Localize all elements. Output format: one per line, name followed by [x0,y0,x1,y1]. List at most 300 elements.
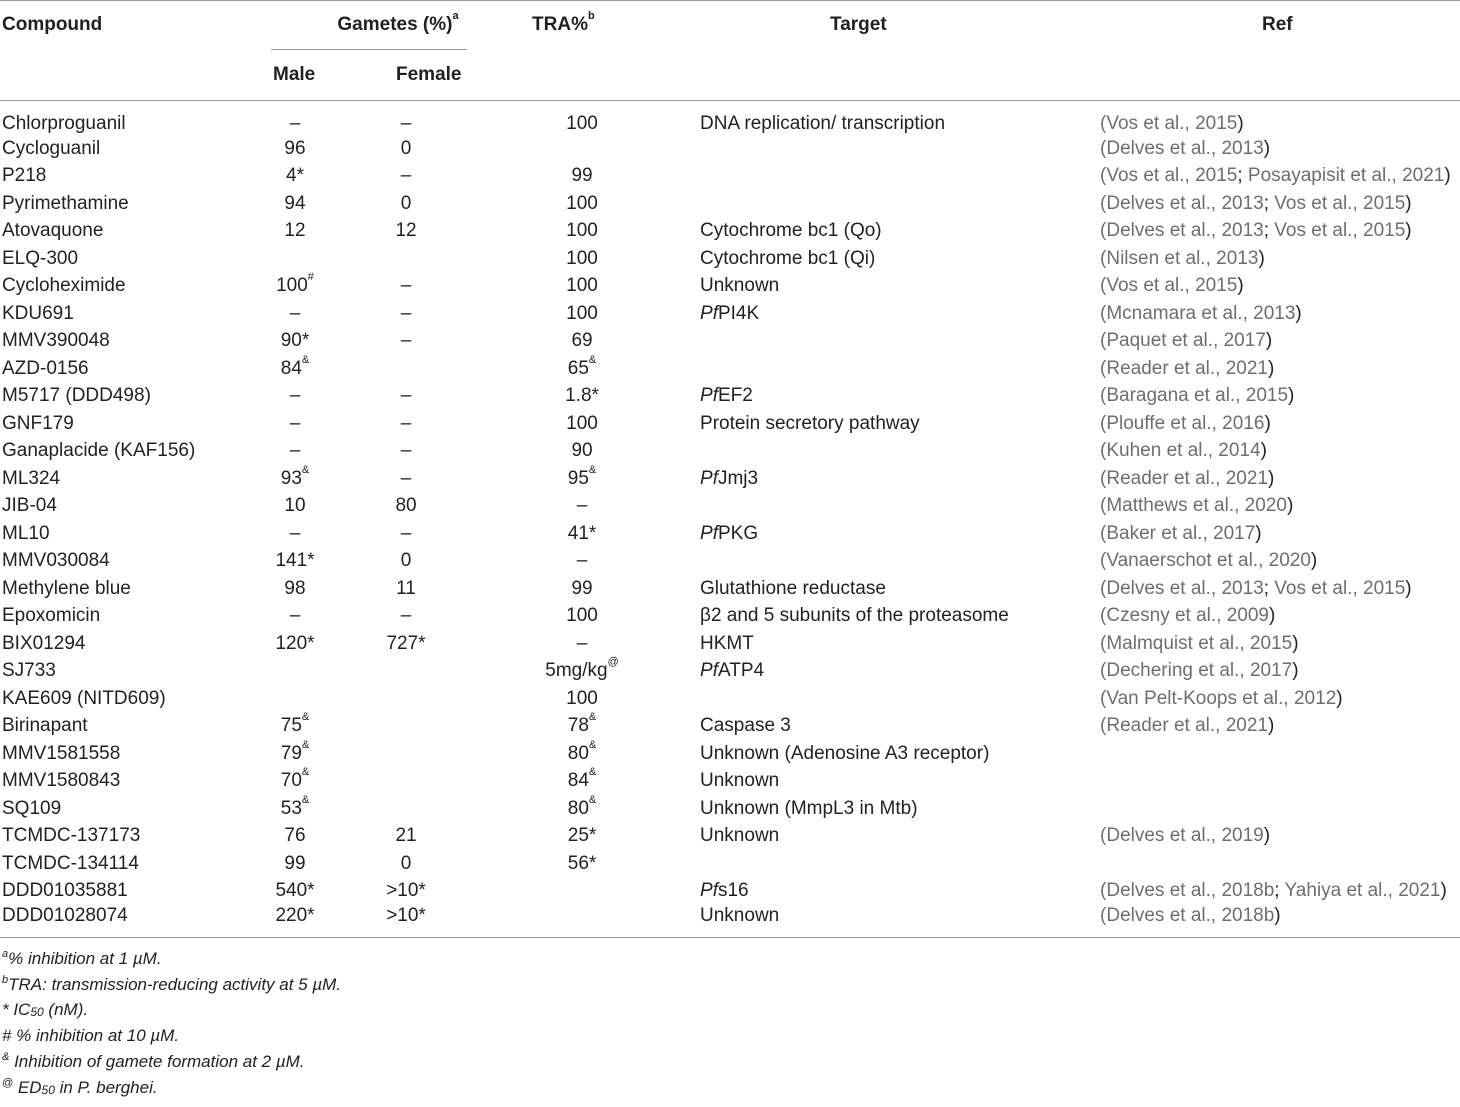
male-cell [242,603,348,631]
female-value: 727* [386,632,426,654]
table-row [0,878,1460,906]
table-row [0,520,1460,548]
tra-footnote-mark: & [588,766,597,779]
ref-cell [1100,768,1460,796]
ref-open-paren: ( [1100,550,1107,572]
compound-cell: DDD01035881 [2,880,128,902]
footnote-text-after: (nM). [43,1000,89,1020]
ref-separator: ; [1274,880,1285,902]
female-value: – [400,605,412,627]
tra-cell [514,850,700,878]
female-cell [348,163,514,191]
ref-link[interactable]: Delves et al., 2013 [1106,220,1264,242]
compound-cell: Cycloheximide [2,275,126,297]
ref-open-paren: ( [1100,113,1107,134]
ref-cell [1100,575,1460,603]
female-value: – [400,113,412,134]
ref-cell [1100,190,1460,218]
tra-footnote-mark: & [588,738,597,751]
table-row [0,630,1460,658]
ref-separator: ; [1263,192,1275,214]
target-cell [700,163,1100,191]
ref-close-paren: ) [1286,495,1294,517]
target-value: β2 and 5 subunits of the proteasome [700,605,1009,627]
female-cell [348,520,514,548]
target-value: s16 [717,880,749,902]
male-cell [242,685,348,713]
footnote-mark: a [2,948,9,960]
female-value: 21 [395,825,417,847]
female-cell [348,548,514,576]
target-cell [700,795,1100,823]
ref-open-paren: ( [1100,825,1107,847]
target-cell [700,768,1100,796]
table-row [0,383,1460,411]
ref-close-paren: ) [1260,440,1267,462]
target-cell [700,520,1100,548]
male-value: 79 [280,742,302,764]
female-cell [348,713,514,741]
male-cell [242,740,348,768]
female-cell [348,575,514,603]
male-value: 75 [280,715,302,737]
ref-link[interactable]: Posayapisit et al., 2021 [1247,165,1445,187]
tra-value: 95 [567,467,589,489]
male-cell [242,328,348,356]
ref-close-paren: ) [1336,687,1343,709]
target-cell [700,548,1100,576]
male-cell [242,438,348,466]
header-male: Male [273,63,316,85]
target-cell [700,218,1100,246]
ref-link[interactable]: Paquet et al., 2017 [1106,330,1266,352]
female-cell [348,850,514,878]
table-row [0,300,1460,328]
female-value: – [400,412,412,434]
target-value: Unknown (MmpL3 in Mtb) [700,797,918,819]
target-cell [700,135,1100,163]
tra-value: 78 [567,715,589,737]
ref-cell [1100,850,1460,878]
ref-link[interactable]: Vos et al., 2015 [1106,165,1238,187]
ref-cell [1100,878,1460,906]
female-value: – [400,302,412,324]
compound-cell: JIB-04 [2,495,57,517]
male-footnote-mark: & [301,353,310,366]
male-footnote-mark: & [301,463,310,476]
table-row [0,163,1460,191]
ref-open-paren: ( [1100,577,1107,599]
footnote-subscript: 50 [41,1082,55,1097]
table-row [0,658,1460,686]
male-value: 84 [280,357,302,379]
tra-value: 65 [567,357,589,379]
compound-cell: Methylene blue [2,577,131,599]
footnote-text: % inhibition at 1 µM. [8,949,162,968]
table-row [0,823,1460,851]
ref-close-paren: ) [1274,905,1281,926]
ref-link[interactable]: Vos et al., 2015 [1274,192,1406,214]
target-value: Unknown (Adenosine A3 receptor) [700,742,990,764]
ref-link[interactable]: Dechering et al., 2017 [1106,660,1293,682]
tra-value: 100 [566,220,598,242]
male-cell [242,355,348,383]
footnote-line [2,1075,1460,1101]
tra-cell [514,300,700,328]
female-cell [348,355,514,383]
target-value: EF2 [717,385,753,407]
ref-open-paren: ( [1100,440,1107,462]
tra-cell [514,163,700,191]
compound-cell: MMV390048 [2,330,110,352]
table-row [0,245,1460,273]
tra-value: 56* [567,852,597,874]
male-value: 96 [284,137,306,159]
female-cell [348,603,514,631]
tra-footnote-mark: @ [607,656,619,669]
compound-cell: ELQ-300 [2,247,79,269]
target-value: Cytochrome bc1 (Qo) [700,220,882,242]
female-value: – [400,330,412,352]
ref-cell [1100,713,1460,741]
male-cell [242,630,348,658]
male-cell [242,410,348,438]
tra-value: 99 [571,577,593,599]
target-species-prefix: Pf [700,880,718,902]
ref-cell [1100,383,1460,411]
ref-open-paren: ( [1100,165,1107,187]
ref-cell [1100,465,1460,493]
tra-value: 5mg/kg [545,660,608,682]
ref-close-paren: ) [1264,412,1271,434]
female-cell [348,273,514,301]
female-cell [348,795,514,823]
table-row [0,905,1460,938]
female-value: 0 [400,852,412,874]
footnote-line [2,972,1460,998]
target-value: Cytochrome bc1 (Qi) [700,247,876,269]
female-value: 0 [400,192,412,214]
female-cell [348,438,514,466]
ref-link[interactable]: Vos et al., 2015 [1106,275,1238,297]
ref-close-paren: ) [1265,330,1273,352]
tra-cell [514,575,700,603]
ref-close-paren: ) [1267,467,1275,489]
target-cell [700,383,1100,411]
ref-link[interactable]: Vos et al., 2015 [1274,577,1406,599]
ref-link[interactable]: Delves et al., 2019 [1106,825,1264,847]
ref-cell [1100,548,1460,576]
ref-open-paren: ( [1100,905,1107,926]
female-cell [348,410,514,438]
male-cell [242,218,348,246]
ref-close-paren: ) [1269,605,1276,627]
table-row [0,795,1460,823]
male-cell [242,190,348,218]
footnote-text: * IC [2,1000,31,1020]
male-cell [242,273,348,301]
tra-cell [514,658,700,686]
tra-value: 100 [566,605,598,627]
table-row [0,465,1460,493]
compound-cell: P218 [2,165,47,187]
ref-link[interactable]: Baragana et al., 2015 [1106,385,1289,407]
target-cell [700,740,1100,768]
tra-value: 100 [566,412,598,434]
target-cell [700,101,1100,136]
tra-value: 99 [571,165,593,187]
ref-link[interactable]: Mcnamara et al., 2013 [1106,302,1296,324]
tra-cell [514,101,700,136]
target-species-prefix: Pf [700,302,718,324]
tra-cell [514,355,700,383]
ref-cell [1100,905,1460,938]
tra-cell [514,603,700,631]
ref-link[interactable]: Baker et al., 2017 [1106,522,1256,544]
ref-link[interactable]: Plouffe et al., 2016 [1106,412,1265,434]
tra-cell [514,768,700,796]
target-cell [700,465,1100,493]
table-row [0,101,1460,136]
tra-cell [514,878,700,906]
ref-cell [1100,273,1460,301]
tra-value: 80 [567,742,589,764]
ref-separator: ; [1263,220,1275,242]
male-value: – [289,605,301,627]
female-cell [348,101,514,136]
tra-cell [514,740,700,768]
female-cell [348,190,514,218]
footnote-mark: @ [2,1076,14,1089]
ref-open-paren: ( [1100,192,1107,214]
tra-value: 100 [566,113,598,134]
table-row [0,548,1460,576]
male-cell [242,383,348,411]
tra-cell [514,135,700,163]
tra-cell [514,383,700,411]
target-cell [700,575,1100,603]
ref-link[interactable]: Vos et al., 2015 [1274,220,1406,242]
ref-separator: ; [1237,165,1248,187]
ref-open-paren: ( [1100,220,1107,242]
target-species-prefix: Pf [700,522,718,544]
ref-link[interactable]: Matthews et al., 2020 [1106,495,1287,517]
compound-cell: DDD01028074 [0,905,242,938]
ref-open-paren: ( [1100,467,1107,489]
ref-cell [1100,740,1460,768]
ref-close-paren: ) [1440,880,1447,902]
male-cell [242,135,348,163]
male-value: 93 [280,467,302,489]
target-cell [700,850,1100,878]
tra-cell [514,795,700,823]
target-value: Jmj3 [717,467,759,489]
male-footnote-mark: & [301,793,310,806]
ref-cell [1100,218,1460,246]
footnote-mark: b [2,973,9,986]
target-value: Protein secretory pathway [700,412,920,434]
female-cell [348,300,514,328]
tra-footnote-mark: & [588,353,597,366]
ref-close-paren: ) [1263,137,1271,159]
tra-cell [514,493,700,521]
ref-link[interactable]: Malmquist et al., 2015 [1106,632,1293,654]
ref-cell [1100,300,1460,328]
tra-cell [514,328,700,356]
tra-value: 84 [567,770,589,792]
male-value: 10 [284,495,306,517]
footnotes [0,946,1460,1100]
compound-cell: SJ733 [2,660,56,682]
ref-link[interactable]: Reader et al., 2021 [1106,467,1268,489]
target-cell [700,245,1100,273]
ref-link[interactable]: Vos et al., 2015 [1106,113,1238,134]
male-value: – [289,385,301,407]
footnote-line [2,1049,1460,1075]
female-cell [348,768,514,796]
compound-cell: GNF179 [2,412,74,434]
table-row [0,685,1460,713]
compound-cell: Birinapant [2,715,88,737]
female-cell [348,878,514,906]
female-cell [348,823,514,851]
ref-link[interactable]: Delves et al., 2013 [1106,192,1264,214]
male-cell [242,905,348,938]
table-body [0,101,1460,938]
ref-link[interactable]: Delves et al., 2018b [1106,905,1275,926]
target-cell [700,905,1100,938]
tra-cell [514,410,700,438]
female-cell [348,383,514,411]
ref-link[interactable]: Delves et al., 2013 [1106,137,1264,159]
ref-open-paren: ( [1100,302,1107,324]
table-row [0,355,1460,383]
ref-cell [1100,603,1460,631]
compound-cell: Atovaquone [2,220,104,242]
ref-link[interactable]: Vanaerschot et al., 2020 [1106,550,1311,572]
male-value: – [289,522,301,544]
female-cell [348,905,514,938]
male-value: 99 [284,852,306,874]
footnote-line [2,997,1460,1023]
table-row [0,713,1460,741]
male-value: 220* [275,905,315,926]
ref-link[interactable]: Delves et al., 2018b [1106,880,1275,902]
ref-cell [1100,245,1460,273]
female-cell [348,135,514,163]
table-row [0,493,1460,521]
female-cell [348,493,514,521]
ref-close-paren: ) [1263,825,1271,847]
ref-open-paren: ( [1100,385,1107,407]
ref-link[interactable]: Reader et al., 2021 [1106,357,1268,379]
target-species-prefix: Pf [700,660,718,682]
ref-close-paren: ) [1444,165,1451,187]
header-gametes-sup: a [452,10,459,22]
male-value: 70 [280,770,302,792]
tra-value: 41* [567,522,597,544]
male-footnote-mark: & [301,738,310,751]
female-value: 0 [400,137,412,159]
ref-link[interactable]: Czesny et al., 2009 [1106,605,1269,627]
footnote-text: # % inhibition at 10 µM. [2,1026,180,1046]
male-footnote-mark: & [301,766,310,779]
ref-close-paren: ) [1405,220,1412,242]
target-cell [700,273,1100,301]
female-value: 11 [396,577,416,599]
ref-open-paren: ( [1100,247,1107,269]
ref-cell [1100,410,1460,438]
male-value: – [289,412,301,434]
female-cell [348,245,514,273]
ref-link[interactable]: Van Pelt-Koops et al., 2012 [1106,687,1337,709]
target-value: PI4K [717,302,760,324]
footnote-text: ED [13,1077,42,1097]
target-value: PKG [717,522,759,544]
footnote-mark: & [2,1050,10,1063]
ref-open-paren: ( [1100,357,1107,379]
ref-close-paren: ) [1295,302,1302,324]
tra-footnote-mark: & [588,463,597,476]
ref-cell [1100,328,1460,356]
tra-value: 100 [566,247,598,269]
ref-close-paren: ) [1237,113,1244,134]
female-cell [348,658,514,686]
ref-close-paren: ) [1292,660,1299,682]
male-cell [242,713,348,741]
ref-open-paren: ( [1100,137,1107,159]
compound-cell: MMV030084 [2,550,110,572]
ref-open-paren: ( [1100,632,1107,654]
tra-cell [514,548,700,576]
female-value: – [400,385,412,407]
male-value: 98 [284,577,306,599]
table-row [0,218,1460,246]
header-tra: TRA%$^b$ [532,10,595,35]
table-row [0,190,1460,218]
target-cell [700,685,1100,713]
ref-link[interactable]: Delves et al., 2013 [1106,577,1264,599]
ref-link[interactable]: Reader et al., 2021 [1106,715,1268,737]
ref-link[interactable]: Yahiya et al., 2021 [1284,880,1441,902]
tra-cell [514,190,700,218]
male-cell [242,658,348,686]
ref-cell [1100,685,1460,713]
ref-open-paren: ( [1100,660,1107,682]
target-cell [700,713,1100,741]
tra-cell [514,273,700,301]
target-value: Unknown [700,275,780,297]
male-value: 12 [284,220,306,242]
ref-cell [1100,135,1460,163]
table-row [0,768,1460,796]
ref-link[interactable]: Kuhen et al., 2014 [1106,440,1261,462]
ref-cell [1100,520,1460,548]
ref-close-paren: ) [1288,385,1295,407]
ref-link[interactable]: Nilsen et al., 2013 [1106,247,1259,269]
male-cell [242,768,348,796]
target-cell [700,328,1100,356]
ref-close-paren: ) [1267,357,1275,379]
footnote-text: TRA: transmission-reducing activity at 5 µM. [8,974,342,994]
male-value: 141* [275,550,315,572]
ref-cell [1100,355,1460,383]
header-gametes: Gametes (%)$^a$ [337,10,459,35]
ref-close-paren: ) [1405,577,1412,599]
table-row [0,603,1460,631]
ref-cell [1100,795,1460,823]
female-value: 0 [400,550,412,572]
